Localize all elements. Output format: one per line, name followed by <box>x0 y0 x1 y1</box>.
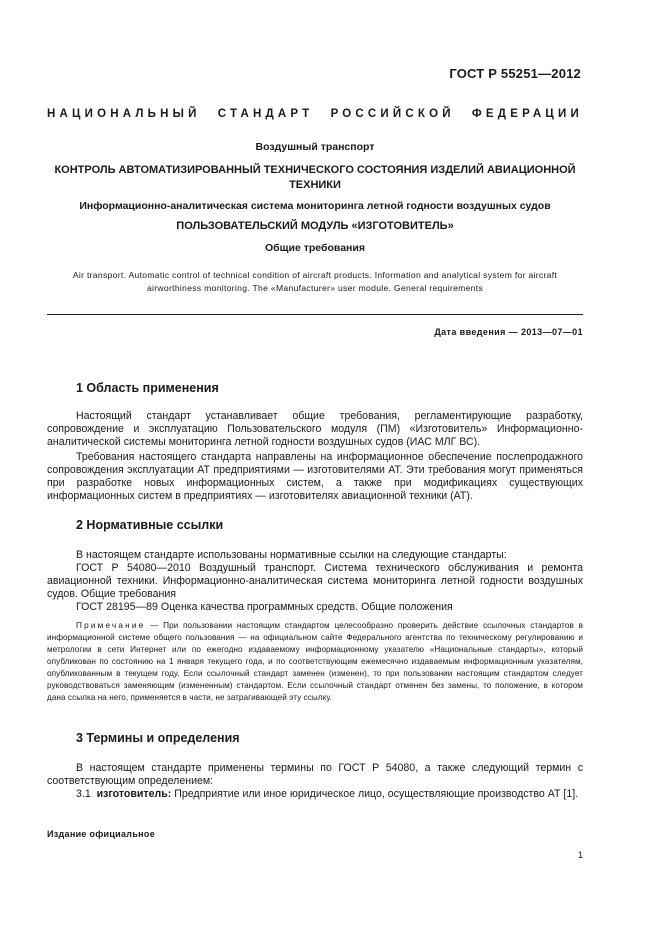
standard-number: ГОСТ Р 55251—2012 <box>449 66 581 81</box>
introduction-date: Дата введения — 2013—07—01 <box>434 327 583 337</box>
banner-word: НАЦИОНАЛЬНЫЙ <box>47 108 201 120</box>
term-definition-text: Предприятие или иное юридическое лицо, осуществляющие производство АТ [1]. <box>171 788 579 800</box>
reference-note <box>47 620 583 704</box>
section-2-paragraph <box>47 549 583 562</box>
normative-reference <box>47 562 583 601</box>
module-title: ПОЛЬЗОВАТЕЛЬСКИЙ МОДУЛЬ «ИЗГОТОВИТЕЛЬ» <box>176 220 454 232</box>
term-number: 3.1 <box>76 788 91 800</box>
normative-reference <box>47 601 583 614</box>
section-2-heading: 2 Нормативные ссылки <box>76 518 224 532</box>
term-name: изготовитель: <box>96 788 172 800</box>
banner-word: РОССИЙСКОЙ <box>330 108 455 120</box>
banner-word: ФЕДЕРАЦИИ <box>471 108 583 120</box>
official-edition-label: Издание официальное <box>47 829 156 839</box>
page-number: 1 <box>577 850 583 860</box>
paragraph-text: Требования настоящего стандарта направлены на информационное обеспечение послепродажного сопровождения эксплуатации АТ предприятиями — изготовителями АТ. Эти требования могут применяться при разработке новых информационных систем, а также при модификациях существующих информационных систем в предприятиях — изготовителях авиационной техники (АТ). <box>47 451 583 502</box>
note-label: Примечание <box>76 621 146 630</box>
subtitle: Информационно-аналитическая система мониторинга летной годности воздушных судов <box>79 200 551 212</box>
section-1-paragraph <box>47 410 583 449</box>
banner-word: СТАНДАРТ <box>217 108 314 120</box>
main-title: КОНТРОЛЬ АВТОМАТИЗИРОВАННЫЙ ТЕХНИЧЕСКОГО СОСТОЯНИЯ ИЗДЕЛИЙ АВИАЦИОННОЙ ТЕХНИКИ <box>54 164 576 191</box>
section-3-paragraph <box>47 762 583 788</box>
section-3-heading: 3 Термины и определения <box>76 731 240 745</box>
paragraph-text: В настоящем стандарте использованы нормативные ссылки на следующие стандарты: <box>76 549 507 561</box>
term-definition <box>47 788 583 801</box>
reference-text: ГОСТ 28195—89 Оценка качества программных средств. Общие положения <box>76 601 453 613</box>
title-divider <box>47 314 583 315</box>
part-title: Общие требования <box>265 242 365 254</box>
english-title: Air transport. Automatic control of technical condition of aircraft products. Information and analytical system for aircraft airworthiness monitoring. The «Manufacturer» user module. General requirements <box>72 270 558 293</box>
national-standard-banner <box>47 108 583 120</box>
paragraph-text: В настоящем стандарте применены термины по ГОСТ Р 54080, а также следующий термин с соответствующим определением: <box>47 762 583 787</box>
section-1-paragraph <box>47 451 583 503</box>
reference-text: ГОСТ Р 54080—2010 Воздушный транспорт. Система технического обслуживания и ремонта авиационной техники. Информационно-аналитическая система мониторинга летной годности воздушных судов. Общие требования <box>47 562 583 600</box>
note-text: — При пользовании настоящим стандартом целесообразно проверить действие ссылочных стандартов в информационной системе общего пользования — на официальном сайте Федерального агентства по техническому регулированию и метрологии в сети Интернет или по ежегодно издаваемому информационному указателю «Национальные стандарты», который опубликован по состоянию на 1 января текущего года, и по соответствующим ежемесячно издаваемым информационным указателям, опубликованным в текущем году. Если ссылочный стандарт заменен (изменен), то при пользовании настоящим стандартом следует руководствоваться заменяющим (измененным) стандартом. Если ссылочный стандарт отменен без замены, то положение, в котором дана ссылка на него, применяется в части, не затрагивающей эту ссылку. <box>47 621 583 702</box>
paragraph-text: Настоящий стандарт устанавливает общие требования, регламентирующие разработку, сопровождение и эксплуатацию Пользовательского модуля (ПМ) «Изготовитель» Информационно-аналитической системы мониторинга летной годности воздушных судов (ИАС МЛГ ВС). <box>47 410 583 448</box>
section-1-heading: 1 Область применения <box>76 381 219 395</box>
title-group: Воздушный транспорт <box>255 141 375 153</box>
